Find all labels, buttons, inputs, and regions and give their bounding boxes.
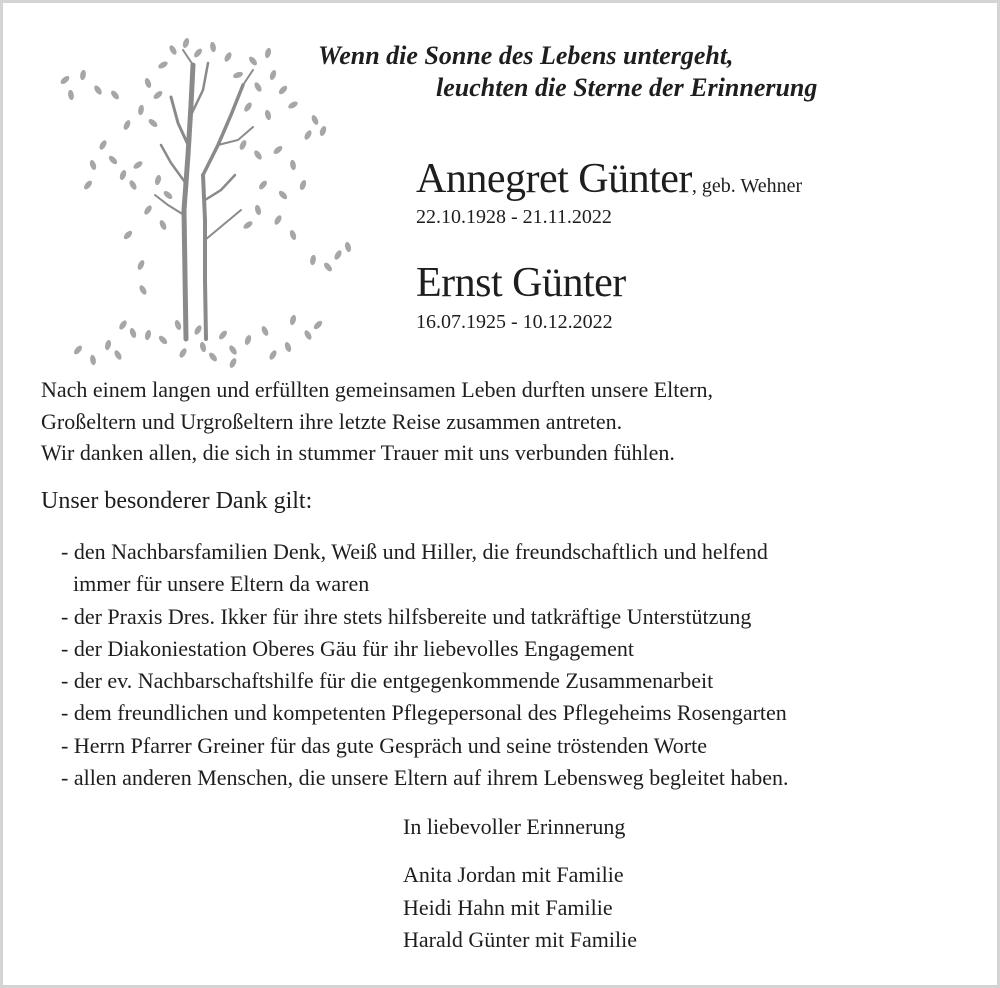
leaf (129, 327, 138, 339)
leaf (122, 119, 131, 131)
leaf (136, 259, 145, 271)
leaf (344, 241, 352, 252)
leaf (253, 81, 263, 93)
leaf (110, 89, 121, 101)
leaf (157, 334, 168, 345)
leaf (119, 169, 128, 181)
leaf (299, 179, 308, 191)
leaf (157, 60, 169, 70)
leaf (79, 69, 86, 80)
intro-line: Wir danken allen, die sich in stummer Trauer mit uns verbunden fühlen. (41, 440, 675, 465)
leaf (253, 149, 264, 161)
leaf (138, 284, 148, 296)
leaf (182, 37, 191, 49)
leaf (303, 329, 313, 341)
leaf (269, 69, 278, 81)
person-name (416, 155, 802, 203)
leaf (118, 319, 129, 331)
thanks-item: - Herrn Pfarrer Greiner für das gute Gespräch und seine tröstenden Worte (61, 732, 707, 758)
thanks-item: - den Nachbarsfamilien Denk, Weiß und Hiller, die freundschaftlich und helfend (61, 539, 768, 564)
person-name (416, 259, 626, 307)
leaf (303, 129, 313, 141)
life-dates: 16.07.1925 - 10.12.2022 (416, 311, 613, 333)
person-full-name: Ernst Günter (416, 260, 626, 306)
leaf (232, 71, 244, 80)
intro-line: Nach einem langen und erfüllten gemeinsamen Leben durften unsere Eltern, (41, 377, 713, 402)
intro-line: Großeltern und Urgroßeltern ihre letzte Reise zusammen antreten. (41, 408, 623, 434)
thanks-heading: Unser besonderer Dank gilt: (41, 488, 313, 514)
leaf (144, 329, 152, 340)
leaf (168, 44, 178, 56)
leaf (162, 190, 174, 201)
leaf (254, 204, 262, 215)
leaf (287, 100, 299, 110)
signatures (403, 859, 637, 957)
leaf (98, 139, 108, 151)
leaf (154, 174, 162, 185)
leaf (272, 145, 284, 156)
leaf (122, 229, 133, 240)
leaf (132, 160, 144, 171)
leaf (128, 179, 138, 191)
leaf (93, 84, 104, 96)
leaf (104, 339, 112, 350)
leaf (193, 47, 204, 59)
leaf (284, 341, 293, 353)
leaf (277, 189, 288, 200)
thanks-item: - allen anderen Menschen, die unsere Eltern auf ihrem Lebensweg begleitet haben. (61, 765, 789, 791)
leaf (83, 179, 94, 191)
leaf (312, 319, 323, 330)
motto-line-1: Wenn die Sonne des Lebens untergeht, (318, 41, 734, 70)
signature: Anita Jordan mit Familie (403, 862, 624, 887)
leaf (238, 139, 247, 151)
thanks-item-continuation: immer für unsere Eltern da waren (73, 571, 370, 597)
thanks-item: - der ev. Nachbarschaftshilfe für die entgegenkommende Zusammenarbeit (61, 668, 714, 694)
signature: Harald Günter mit Familie (403, 927, 637, 952)
leaf (264, 109, 272, 120)
leaf (67, 89, 74, 100)
leaf (333, 249, 343, 261)
leaf (144, 77, 153, 89)
birth-name: , geb. Wehner (691, 175, 803, 197)
leaf (89, 159, 98, 171)
leaf (289, 229, 298, 241)
leaf (277, 84, 288, 95)
thanks-item: - der Praxis Dres. Ikker für ihre stets hilfsbereite und tatkräftige Unterstützung (61, 603, 752, 629)
life-dates: 22.10.1928 - 21.11.2022 (416, 206, 612, 228)
leaf (310, 114, 319, 126)
leaf (243, 101, 254, 113)
leaf (289, 159, 296, 170)
leaf (209, 41, 216, 52)
leaf (199, 341, 207, 352)
leaf (319, 125, 328, 137)
leaf (137, 104, 144, 115)
leaf (268, 349, 278, 361)
leaf (73, 344, 84, 356)
thanks-item: - dem freundlichen und kompetenten Pflegepersonal des Pflegeheims Rosengarten (61, 700, 787, 726)
leaf (273, 214, 283, 226)
leaf (289, 314, 297, 325)
leaf (208, 351, 219, 363)
leaf (242, 220, 254, 231)
leaf (244, 334, 253, 346)
leaf (223, 51, 233, 63)
leaf (248, 55, 259, 67)
leaf (89, 354, 96, 365)
leaf (147, 118, 159, 129)
leaf (264, 47, 272, 58)
leaf (309, 254, 316, 265)
leaf (228, 344, 239, 356)
leaf (323, 261, 334, 273)
leaf (174, 319, 183, 331)
leaf (228, 357, 237, 369)
leaf (218, 329, 229, 341)
thanks-item: - der Diakoniestation Oberes Gäu für ihr liebevolles Engagement (61, 635, 635, 661)
leaf (193, 324, 203, 336)
leaf (258, 179, 269, 191)
thanks-list (61, 536, 789, 794)
leaf (143, 204, 154, 216)
person-full-name: Annegret Günter (416, 156, 692, 202)
leaf (113, 349, 123, 361)
leaf (158, 219, 167, 231)
leaf (107, 154, 118, 165)
leaf (178, 347, 188, 359)
signature: Heidi Hahn mit Familie (403, 894, 613, 920)
intro-text (41, 374, 713, 469)
motto-line-2: leuchten die Sterne der Erinnerung (436, 73, 818, 102)
closing-line: In liebevoller Erinnerung (403, 814, 626, 839)
leaf (152, 90, 164, 101)
leaf (59, 75, 71, 86)
leaf (260, 325, 269, 337)
tree-with-falling-leaves-icon (53, 35, 393, 375)
